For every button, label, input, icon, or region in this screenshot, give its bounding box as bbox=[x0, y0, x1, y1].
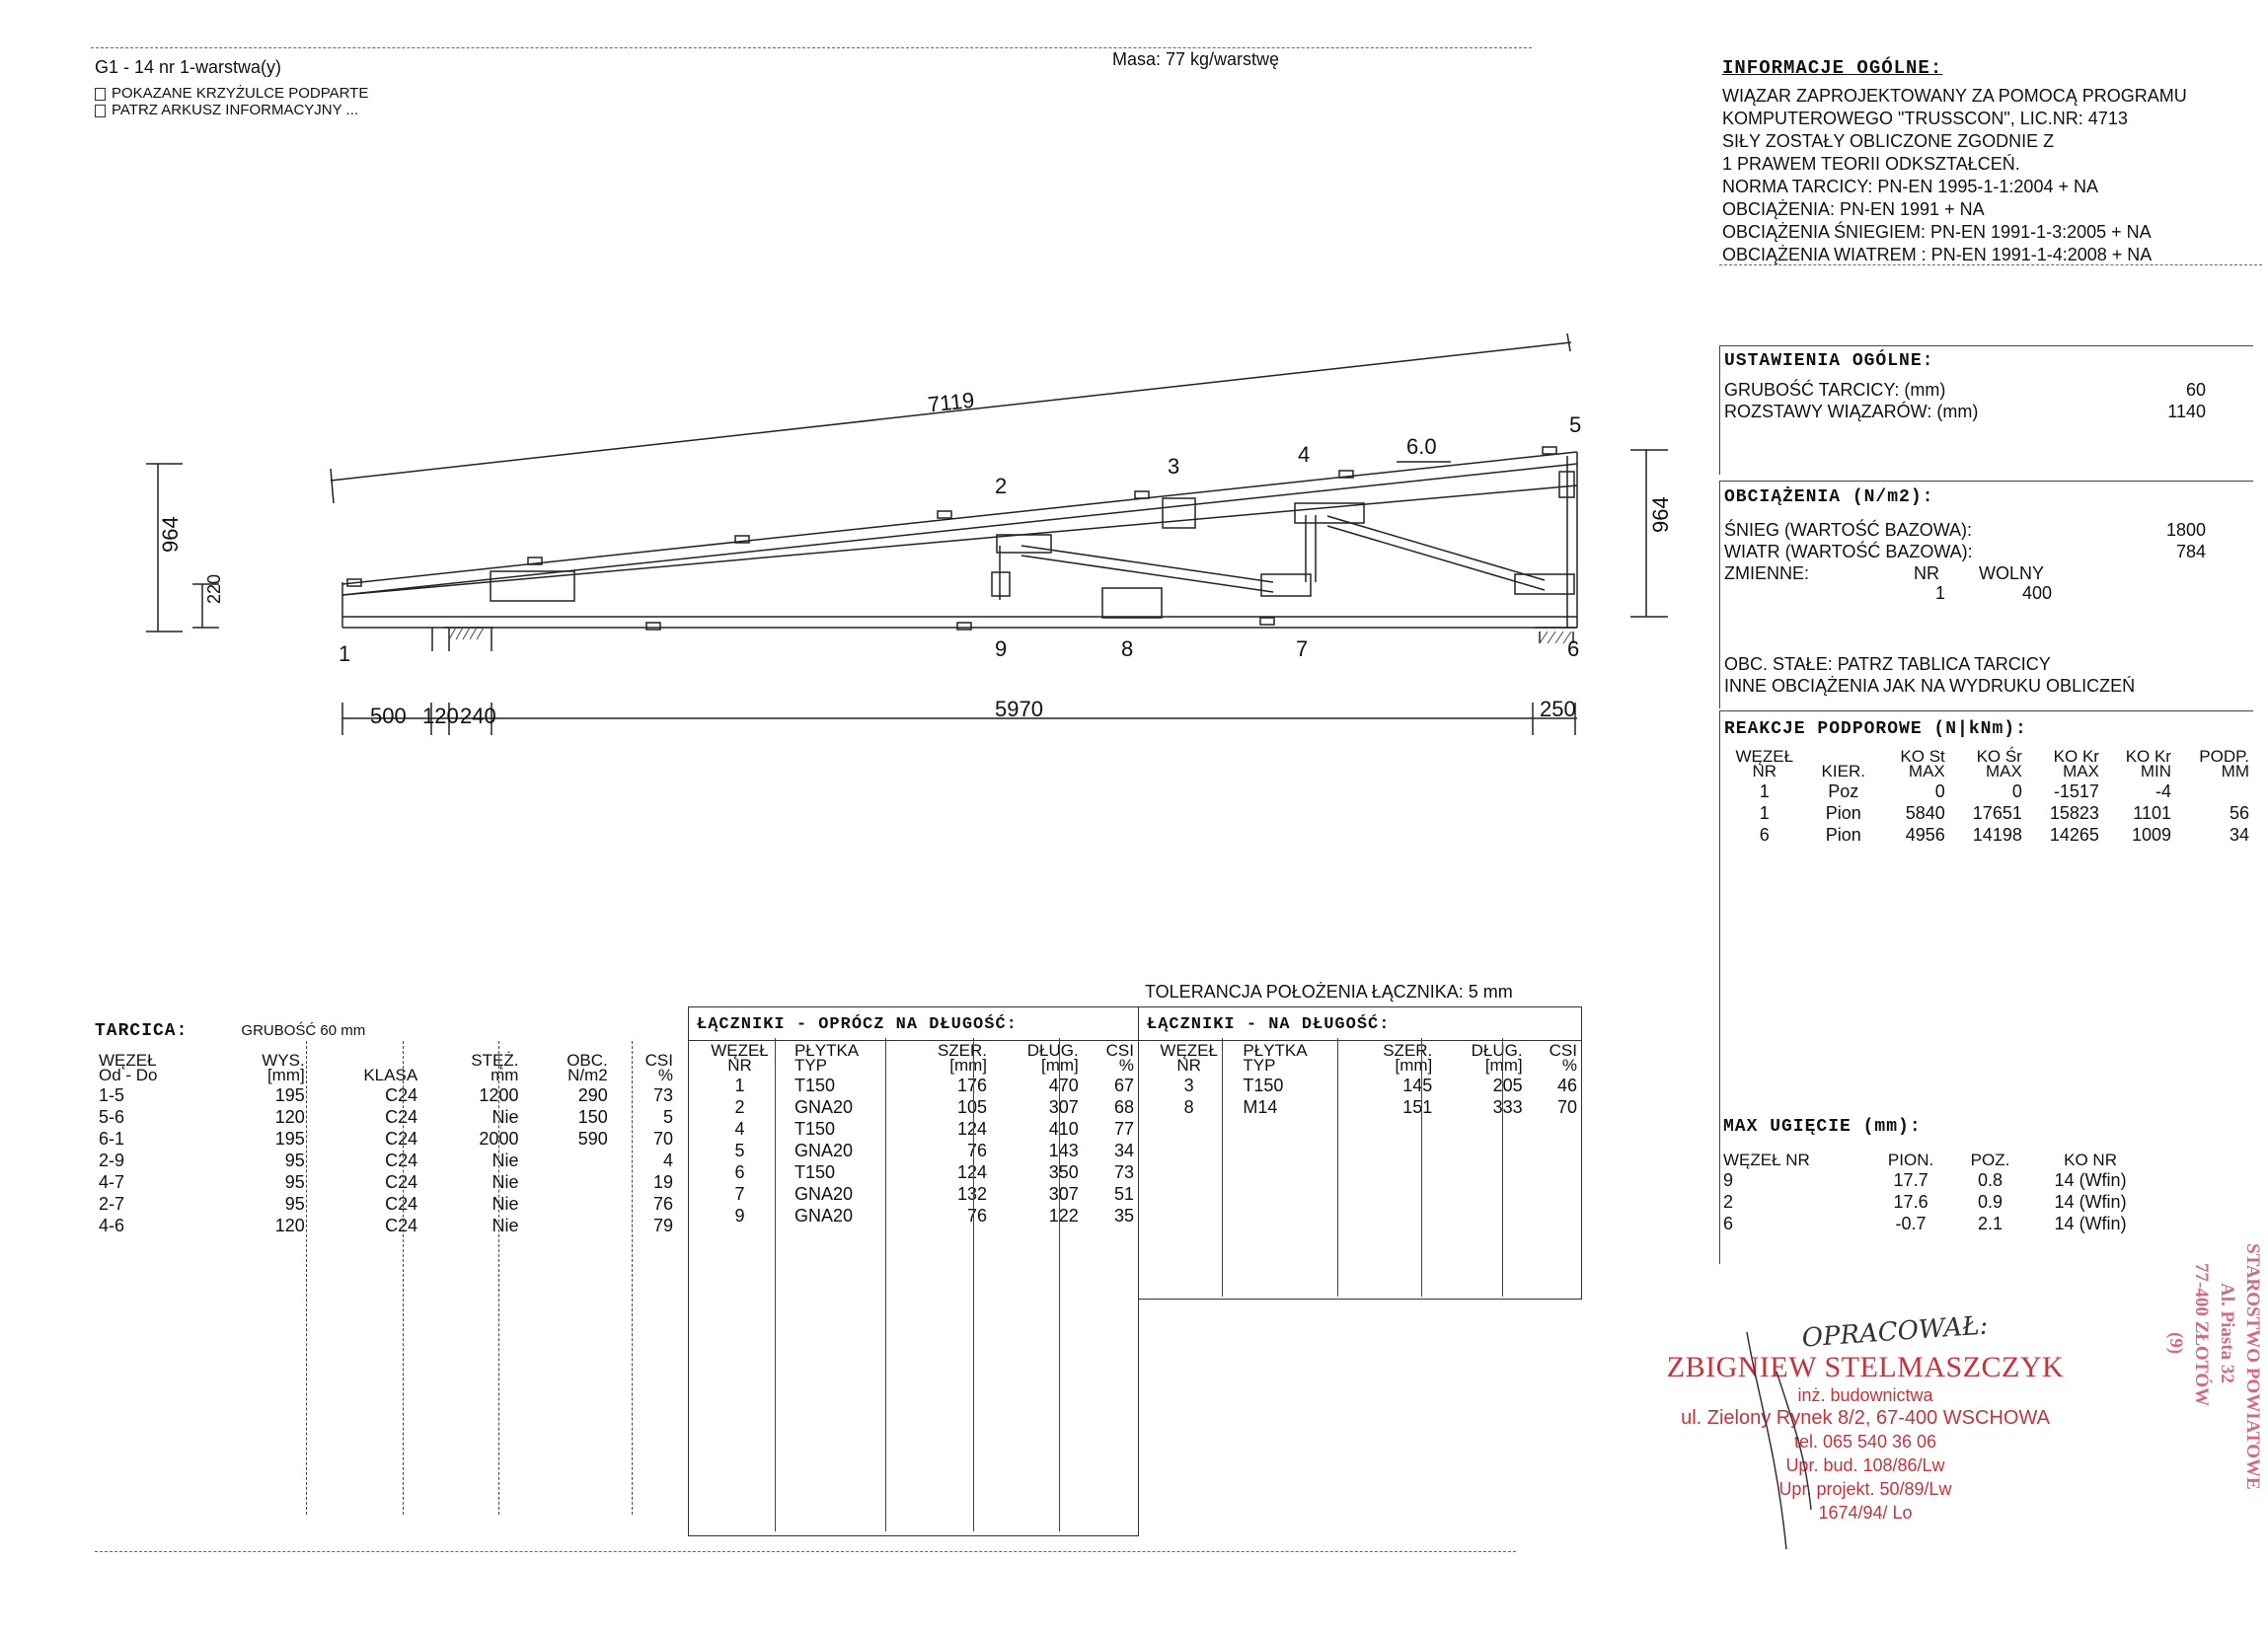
table-cell: 1200 bbox=[479, 1085, 519, 1105]
table-cell: 590 bbox=[577, 1129, 608, 1149]
loads-note-1: OBC. STAŁE: PATRZ TABLICA TARCICY bbox=[1724, 654, 2051, 674]
deflection-block bbox=[1719, 1117, 2252, 1234]
node-6: 6 bbox=[1567, 636, 1580, 661]
table-cell: 77 bbox=[1113, 1119, 1134, 1139]
dim-120: 120 bbox=[422, 704, 459, 728]
connectors2-table bbox=[1139, 1040, 1581, 1118]
table-cell: -0.7 bbox=[1895, 1214, 1927, 1233]
connectors1-block bbox=[688, 1006, 1139, 1536]
column-header: WYS. [mm] bbox=[262, 1051, 305, 1084]
node-7: 7 bbox=[1296, 636, 1309, 661]
loads-note-2: INNE OBCIĄŻENIA JAK NA WYDRUKU OBLICZEŃ bbox=[1724, 676, 2136, 696]
table-cell: C24 bbox=[385, 1151, 418, 1170]
table-cell: T150 bbox=[794, 1162, 835, 1182]
signature-stroke bbox=[1717, 1312, 1875, 1559]
column-header: WĘZEŁ NR bbox=[711, 1041, 769, 1075]
table-cell: 195 bbox=[274, 1129, 305, 1149]
table-cell: C24 bbox=[385, 1129, 418, 1149]
table-row bbox=[95, 1150, 677, 1171]
web-2-7 bbox=[1021, 546, 1273, 582]
table-cell: 14198 bbox=[1972, 825, 2022, 845]
stamp-license-2: Upr. projekt. 50/89/Lw bbox=[1778, 1479, 1952, 1499]
table-cell: 4 bbox=[734, 1119, 745, 1139]
table-cell: 76 bbox=[652, 1194, 673, 1214]
timber-table bbox=[95, 1051, 677, 1236]
table-cell: 34 bbox=[1113, 1141, 1134, 1160]
reactions-title: REAKCJE PODPOROWE (N|kNm): bbox=[1724, 719, 2027, 739]
table-cell: Nie bbox=[491, 1172, 519, 1192]
timber-bottom-rule bbox=[95, 1551, 1516, 1552]
info-line: OBCIĄŻENIA ŚNIEGIEM: PN-EN 1991-1-3:2005 + NA bbox=[1722, 222, 2152, 242]
table-cell: 4-6 bbox=[99, 1216, 125, 1235]
column-header: CSI % bbox=[1105, 1041, 1134, 1075]
table-cell: 333 bbox=[1492, 1097, 1523, 1117]
connectors1-table bbox=[689, 1040, 1138, 1227]
table-cell: 14265 bbox=[2049, 825, 2099, 845]
table-cell: 132 bbox=[956, 1184, 987, 1204]
stamp-name: ZBIGNIEW STELMASZCZYK bbox=[1666, 1351, 2065, 1383]
table-cell: 70 bbox=[652, 1129, 673, 1149]
column-header: WĘZEŁ Od - Do bbox=[99, 1051, 158, 1084]
table-row bbox=[1719, 1191, 2154, 1213]
dim-250: 250 bbox=[1540, 697, 1576, 721]
table-row bbox=[95, 1193, 677, 1215]
table-cell: 67 bbox=[1113, 1076, 1134, 1095]
table-cell: 2-9 bbox=[99, 1151, 125, 1170]
variable-label: ZMIENNE: bbox=[1724, 563, 1810, 583]
table-cell: GNA20 bbox=[794, 1141, 853, 1160]
column-header: KO NR bbox=[2064, 1151, 2117, 1169]
table-cell: 1101 bbox=[2133, 803, 2171, 823]
table-cell: 1 bbox=[734, 1076, 745, 1095]
table-cell: 7 bbox=[734, 1184, 745, 1204]
table-cell: 9 bbox=[734, 1206, 745, 1226]
table-cell: 195 bbox=[274, 1085, 305, 1105]
office-stamp-line-4: (9) bbox=[2165, 1332, 2186, 1355]
settings-title: USTAWIENIA OGÓLNE: bbox=[1724, 351, 1934, 371]
table-cell: Poz bbox=[1828, 781, 1859, 801]
info-line: KOMPUTEROWEGO "TRUSSCON", LIC.NR: 4713 bbox=[1722, 109, 2128, 128]
column-header: WĘZEŁ NR bbox=[1723, 1151, 1810, 1169]
table-row bbox=[689, 1161, 1138, 1183]
table-cell: 2 bbox=[1723, 1192, 1734, 1212]
table-row bbox=[95, 1171, 677, 1193]
office-stamp-line-3: 77-400 ZŁOTÓW bbox=[2191, 1263, 2212, 1407]
table-cell: 0 bbox=[1934, 781, 1945, 801]
table-cell: 70 bbox=[1556, 1097, 1577, 1117]
table-cell: 56 bbox=[2229, 803, 2249, 823]
table-cell bbox=[522, 1193, 611, 1215]
table-cell: 410 bbox=[1048, 1119, 1079, 1139]
table-row bbox=[689, 1140, 1138, 1161]
table-cell: 14 (Wfin) bbox=[2054, 1170, 2127, 1190]
stamp-phone: tel. 065 540 36 06 bbox=[1793, 1432, 1937, 1451]
node-3: 3 bbox=[1168, 454, 1180, 479]
table-cell: 120 bbox=[274, 1216, 305, 1235]
table-cell: 76 bbox=[966, 1141, 987, 1160]
dim-bottom-offset: 220 bbox=[204, 573, 224, 604]
column-header: PODP. MM bbox=[2199, 747, 2249, 781]
inner-chord bbox=[342, 485, 1577, 595]
table-cell: 3 bbox=[1183, 1076, 1194, 1095]
table-cell: T150 bbox=[794, 1119, 835, 1139]
table-cell: 2.1 bbox=[1978, 1214, 2003, 1233]
column-header: KO Śr MAX bbox=[1976, 747, 2022, 781]
table-row bbox=[689, 1118, 1138, 1140]
table-row bbox=[1139, 1096, 1581, 1118]
variable-nr: 1 bbox=[1935, 583, 1946, 603]
column-header: STĘŻ. mm bbox=[471, 1051, 519, 1084]
header-note-1: POKAZANE KRZYŻULCE PODPARTE bbox=[95, 85, 368, 102]
dim-5970: 5970 bbox=[995, 697, 1043, 721]
column-header: CSI % bbox=[644, 1051, 673, 1084]
truss-title: G1 - 14 nr 1-warstwa(y) bbox=[95, 57, 282, 77]
node-4: 4 bbox=[1298, 442, 1311, 467]
column-header: OBC. N/m2 bbox=[567, 1051, 608, 1084]
table-cell: 73 bbox=[1113, 1162, 1134, 1182]
table-cell: 95 bbox=[284, 1151, 305, 1170]
info-line: OBCIĄŻENIA WIATREM : PN-EN 1991-1-4:2008 + NA bbox=[1722, 245, 2153, 264]
variable-free: 400 bbox=[2022, 583, 2053, 603]
table-cell: 307 bbox=[1048, 1184, 1079, 1204]
dim-top-length: 7119 bbox=[926, 387, 976, 417]
variable-nr-header: NR bbox=[1914, 563, 1939, 583]
table-cell: 470 bbox=[1048, 1076, 1079, 1095]
table-cell: 205 bbox=[1492, 1076, 1523, 1095]
table-cell: 0.9 bbox=[1978, 1192, 2003, 1212]
column-header: KO Kr MIN bbox=[2125, 747, 2171, 781]
table-cell: 4956 bbox=[1905, 825, 1945, 845]
table-cell: C24 bbox=[385, 1107, 418, 1127]
dim-height-right: 964 bbox=[1648, 496, 1673, 533]
table-cell: M14 bbox=[1243, 1097, 1278, 1117]
table-cell: 1-5 bbox=[99, 1085, 125, 1105]
table-cell: 176 bbox=[956, 1076, 987, 1095]
table-cell: C24 bbox=[385, 1172, 418, 1192]
table-cell: 14 (Wfin) bbox=[2054, 1192, 2127, 1212]
settings-label: GRUBOŚĆ TARCICY: (mm) bbox=[1724, 380, 1946, 400]
table-cell: 1 bbox=[1759, 781, 1770, 801]
variable-free-header: WOLNY bbox=[1979, 563, 2045, 583]
table-cell: 9 bbox=[1723, 1170, 1734, 1190]
table-cell: 1 bbox=[1759, 803, 1770, 823]
handwritten-label: OPRACOWAŁ: bbox=[1800, 1310, 1990, 1354]
table-cell: 4-7 bbox=[99, 1172, 125, 1192]
info-title: INFORMACJE OGÓLNE: bbox=[1722, 57, 1943, 79]
table-cell: 95 bbox=[284, 1194, 305, 1214]
table-cell: 307 bbox=[1048, 1097, 1079, 1117]
table-row bbox=[689, 1183, 1138, 1205]
dim-500: 500 bbox=[370, 704, 407, 728]
table-cell: C24 bbox=[385, 1194, 418, 1214]
stamp-license-3: 1674/94/ Lo bbox=[1818, 1503, 1913, 1523]
table-cell: 14 (Wfin) bbox=[2054, 1214, 2127, 1233]
table-row bbox=[689, 1205, 1138, 1227]
stamp-address: ul. Zielony Rynek 8/2, 67-400 WSCHOWA bbox=[1681, 1407, 2050, 1429]
table-cell: Nie bbox=[491, 1216, 519, 1235]
table-cell: C24 bbox=[385, 1216, 418, 1235]
column-header: PION. bbox=[1887, 1151, 1934, 1169]
table-cell: 6 bbox=[1759, 825, 1770, 845]
table-cell: 4 bbox=[662, 1151, 673, 1170]
table-row bbox=[95, 1084, 677, 1106]
table-row bbox=[95, 1128, 677, 1150]
table-cell: 2000 bbox=[479, 1129, 519, 1149]
table-row bbox=[1719, 1169, 2154, 1191]
table-cell: 6 bbox=[734, 1162, 745, 1182]
table-cell: Nie bbox=[491, 1107, 519, 1127]
table-cell: 290 bbox=[577, 1085, 608, 1105]
table-cell: 68 bbox=[1113, 1097, 1134, 1117]
table-cell: T150 bbox=[794, 1076, 835, 1095]
table-cell: Nie bbox=[491, 1194, 519, 1214]
info-line: SIŁY ZOSTAŁY OBLICZONE ZGODNIE Z bbox=[1722, 131, 2055, 151]
info-line: NORMA TARCICY: PN-EN 1995-1-1:2004 + NA bbox=[1722, 177, 2098, 196]
wind-value: 784 bbox=[2175, 542, 2206, 561]
column-header: KLASA bbox=[363, 1066, 418, 1084]
table-row bbox=[95, 1215, 677, 1236]
table-cell bbox=[522, 1215, 611, 1236]
info-line: 1 PRAWEM TEORII ODKSZTAŁCEŃ. bbox=[1722, 154, 2020, 174]
table-cell: 17.6 bbox=[1893, 1192, 1928, 1212]
column-header: KIER. bbox=[1821, 762, 1865, 781]
dim-240: 240 bbox=[460, 704, 496, 728]
node-2: 2 bbox=[995, 474, 1008, 498]
column-header: DŁUG. [mm] bbox=[1471, 1041, 1523, 1075]
office-stamp-line-2: Al. Piasta 32 bbox=[2217, 1283, 2237, 1383]
table-row bbox=[1720, 824, 2253, 846]
node-9: 9 bbox=[995, 636, 1008, 661]
table-row bbox=[1720, 802, 2253, 824]
table-cell: 122 bbox=[1048, 1206, 1079, 1226]
table-cell: 0 bbox=[2011, 781, 2022, 801]
table-cell: 17651 bbox=[1972, 803, 2022, 823]
timber-subtitle: GRUBOŚĆ 60 mm bbox=[241, 1022, 366, 1039]
table-cell: 2-7 bbox=[99, 1194, 125, 1214]
snow-value: 1800 bbox=[2165, 520, 2206, 540]
table-cell: 150 bbox=[577, 1107, 608, 1127]
column-header: KO St MAX bbox=[1900, 747, 1945, 781]
table-cell: 5 bbox=[662, 1107, 673, 1127]
table-cell: Pion bbox=[1825, 825, 1861, 845]
table-cell: 145 bbox=[1402, 1076, 1433, 1095]
table-cell: 6-1 bbox=[99, 1129, 125, 1149]
table-cell: 79 bbox=[652, 1216, 673, 1235]
table-cell bbox=[522, 1150, 611, 1171]
table-cell: 35 bbox=[1113, 1206, 1134, 1226]
deflection-title: MAX UGIĘCIE (mm): bbox=[1723, 1117, 1922, 1137]
office-stamp bbox=[2127, 1243, 2265, 1520]
table-cell: 143 bbox=[1048, 1141, 1079, 1160]
column-header: WĘZEŁ NR bbox=[1160, 1041, 1218, 1075]
connectors2-block bbox=[1138, 1006, 1582, 1300]
node-1: 1 bbox=[339, 641, 351, 666]
table-cell: 5840 bbox=[1905, 803, 1945, 823]
table-cell: 15823 bbox=[2049, 803, 2099, 823]
table-cell: GNA20 bbox=[794, 1184, 853, 1204]
table-row bbox=[1719, 1213, 2154, 1234]
table-cell: 5 bbox=[734, 1141, 745, 1160]
table-cell: 0.8 bbox=[1978, 1170, 2003, 1190]
column-header: PŁYTKA TYP bbox=[794, 1041, 860, 1075]
office-stamp-line-1: STAROSTWO POWIATOWE bbox=[2242, 1243, 2263, 1490]
table-cell: 95 bbox=[284, 1172, 305, 1192]
timber-title: TARCICA: bbox=[95, 1021, 189, 1041]
column-header: SZER. [mm] bbox=[937, 1041, 987, 1075]
table-cell: 19 bbox=[652, 1172, 673, 1192]
table-row bbox=[689, 1075, 1138, 1096]
connectors2-title: ŁĄCZNIKI - NA DŁUGOŚĆ: bbox=[1147, 1015, 1391, 1034]
column-header: KO Kr MAX bbox=[2053, 747, 2099, 781]
table-cell: 120 bbox=[274, 1107, 305, 1127]
column-header: WĘZEŁ NR bbox=[1735, 747, 1794, 781]
connectors1-title: ŁĄCZNIKI - OPRÓCZ NA DŁUGOŚĆ: bbox=[697, 1015, 1018, 1034]
table-row bbox=[1139, 1075, 1581, 1096]
column-header: SZER. [mm] bbox=[1383, 1041, 1433, 1075]
table-row bbox=[95, 1106, 677, 1128]
table-cell: -4 bbox=[2155, 781, 2171, 801]
stamp-title: inż. budownictwa bbox=[1797, 1385, 1933, 1405]
table-cell: 76 bbox=[966, 1206, 987, 1226]
timber-block bbox=[95, 1021, 687, 1236]
table-cell: 6 bbox=[1723, 1214, 1734, 1233]
header-note-2: PATRZ ARKUSZ INFORMACYJNY ... bbox=[95, 102, 358, 118]
wind-label: WIATR (WARTOŚĆ BAZOWA): bbox=[1724, 542, 1973, 561]
table-cell: 105 bbox=[956, 1097, 987, 1117]
table-row bbox=[689, 1096, 1138, 1118]
table-cell: 73 bbox=[652, 1085, 673, 1105]
mass-label: Masa: 77 kg/warstwę bbox=[1112, 49, 1280, 69]
column-header: PŁYTKA TYP bbox=[1243, 1041, 1308, 1075]
dim-slope: 6.0 bbox=[1406, 434, 1437, 459]
table-cell: 46 bbox=[1556, 1076, 1577, 1095]
table-cell: 51 bbox=[1113, 1184, 1134, 1204]
snow-label: ŚNIEG (WARTOŚĆ BAZOWA): bbox=[1724, 520, 1973, 540]
table-cell: -1517 bbox=[2053, 781, 2099, 801]
table-cell: GNA20 bbox=[794, 1097, 853, 1117]
table-cell: 17.7 bbox=[1893, 1170, 1928, 1190]
deflection-table bbox=[1719, 1151, 2154, 1234]
table-cell: GNA20 bbox=[794, 1206, 853, 1226]
table-cell: C24 bbox=[385, 1085, 418, 1105]
column-header: CSI % bbox=[1549, 1041, 1577, 1075]
settings-value: 60 bbox=[2185, 380, 2206, 400]
stamp-license-1: Upr. bud. 108/86/Lw bbox=[1785, 1455, 1945, 1475]
info-line: OBCIĄŻENIA: PN-EN 1991 + NA bbox=[1722, 199, 1985, 219]
column-header: POZ. bbox=[1970, 1151, 2010, 1169]
table-cell: 151 bbox=[1402, 1097, 1433, 1117]
table-cell: 2 bbox=[734, 1097, 745, 1117]
web-4-6 bbox=[1327, 516, 1545, 580]
table-cell bbox=[522, 1171, 611, 1193]
info-line: WIĄZAR ZAPROJEKTOWANY ZA POMOCĄ PROGRAMU bbox=[1722, 86, 2187, 106]
dim-height-left: 964 bbox=[158, 516, 183, 553]
loads-title: OBCIĄŻENIA (N/m2): bbox=[1724, 487, 1934, 507]
table-cell: T150 bbox=[1243, 1076, 1284, 1095]
table-cell: 350 bbox=[1048, 1162, 1079, 1182]
column-header: DŁUG. [mm] bbox=[1026, 1041, 1079, 1075]
table-cell: 124 bbox=[956, 1162, 987, 1182]
table-cell: 124 bbox=[956, 1119, 987, 1139]
truss-drawing bbox=[0, 0, 2268, 789]
table-cell: 5-6 bbox=[99, 1107, 125, 1127]
table-cell: Nie bbox=[491, 1151, 519, 1170]
node-8: 8 bbox=[1121, 636, 1134, 661]
table-cell: 1009 bbox=[2131, 825, 2171, 845]
table-cell: Pion bbox=[1825, 803, 1861, 823]
tolerance-label: TOLERANCJA POŁOŻENIA ŁĄCZNIKA: 5 mm bbox=[1145, 982, 1513, 1002]
table-cell: 8 bbox=[1183, 1097, 1194, 1117]
settings-label: ROZSTAWY WIĄZARÓW: (mm) bbox=[1724, 402, 1979, 421]
settings-value: 1140 bbox=[2167, 402, 2206, 421]
node-5: 5 bbox=[1569, 412, 1582, 437]
table-cell: 34 bbox=[2229, 825, 2249, 845]
